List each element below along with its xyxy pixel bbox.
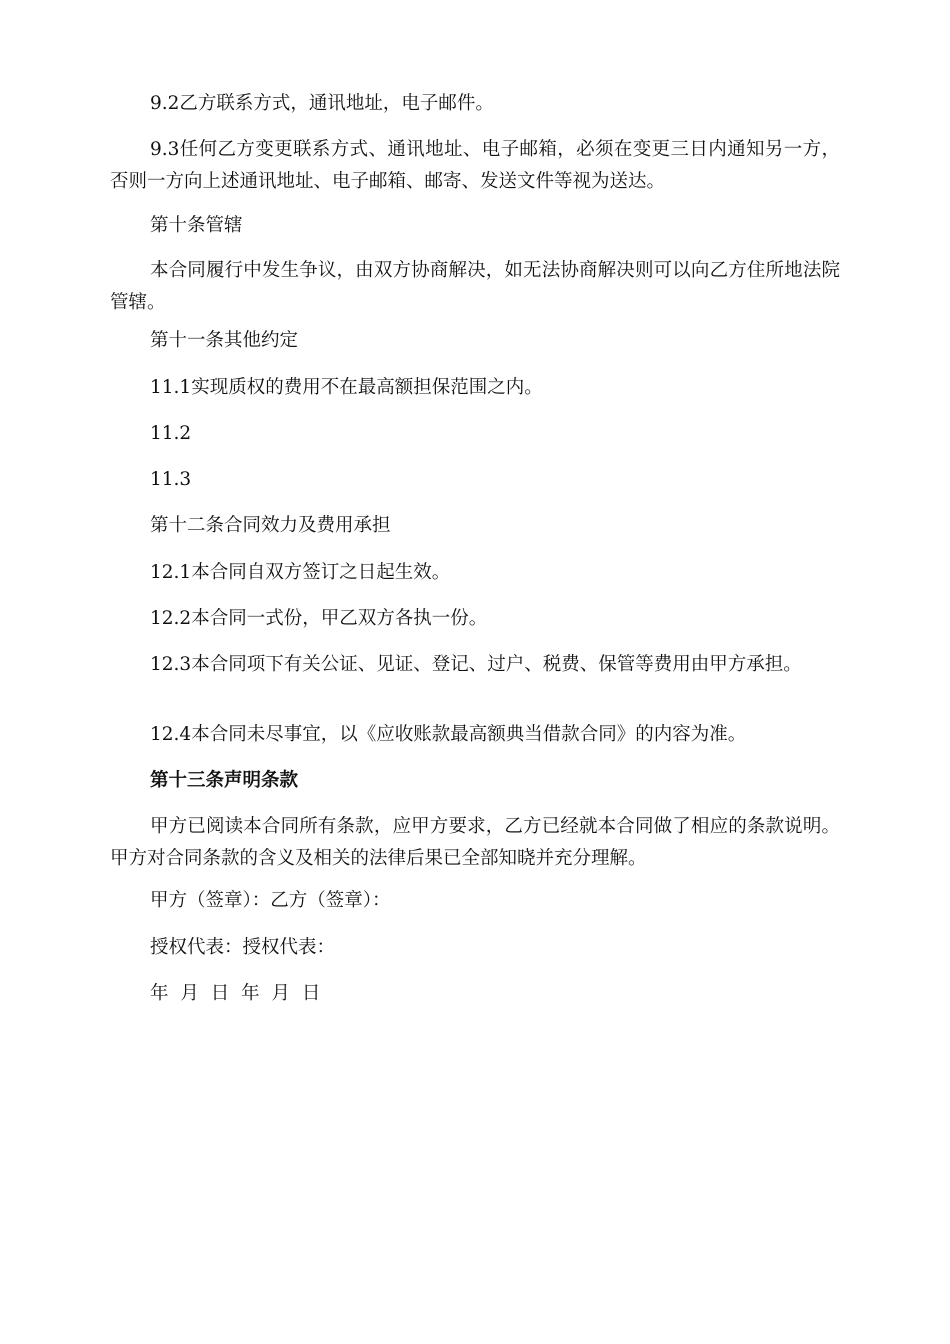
signature-parties-line: 甲方（签章）：乙方（签章）： — [150, 890, 391, 911]
heading-article-13: 第十三条声明条款 — [150, 770, 299, 791]
clause-12-1: 12.1本合同自双方签订之日起生效。 — [150, 562, 451, 583]
heading-article-10: 第十条管辖 — [150, 215, 243, 236]
heading-article-12: 第十二条合同效力及费用承担 — [150, 515, 391, 536]
clause-11-3: 11.3 — [150, 469, 192, 490]
clause-9-2: 9.2乙方联系方式，通讯地址，电子邮件。 — [150, 93, 494, 114]
signature-representatives-line: 授权代表：授权代表： — [150, 937, 336, 958]
heading-article-11: 第十一条其他约定 — [150, 330, 299, 351]
clause-12-3: 12.3本合同项下有关公证、见证、登记、过户、税费、保管等费用由甲方承担。 — [150, 654, 802, 675]
clause-11-1: 11.1实现质权的费用不在最高额担保范围之内。 — [150, 377, 543, 398]
clause-11-2: 11.2 — [150, 423, 192, 444]
clause-12-2: 12.2本合同一式份，甲乙双方各执一份。 — [150, 608, 488, 629]
clause-12-4: 12.4本合同未尽事宜，以《应收账款最高额典当借款合同》的内容为准。 — [150, 724, 747, 745]
clause-13-body: 甲方已阅读本合同所有条款，应甲方要求，乙方已经就本合同做了相应的条款说明。甲方对合同条款的含义及相关的法律后果已全部知晓并充分理解。 — [110, 816, 840, 869]
signature-dates-line: 年 月 日 年 月 日 — [150, 983, 321, 1004]
clause-9-3: 9.3任何乙方变更联系方式、通讯地址、电子邮箱，必须在变更三日内通知另一方，否则一方向上述通讯地址、电子邮箱、邮寄、发送文件等视为送达。 — [110, 139, 840, 192]
clause-10-body: 本合同履行中发生争议，由双方协商解决，如无法协商解决则可以向乙方住所地法院管辖。 — [110, 260, 840, 313]
